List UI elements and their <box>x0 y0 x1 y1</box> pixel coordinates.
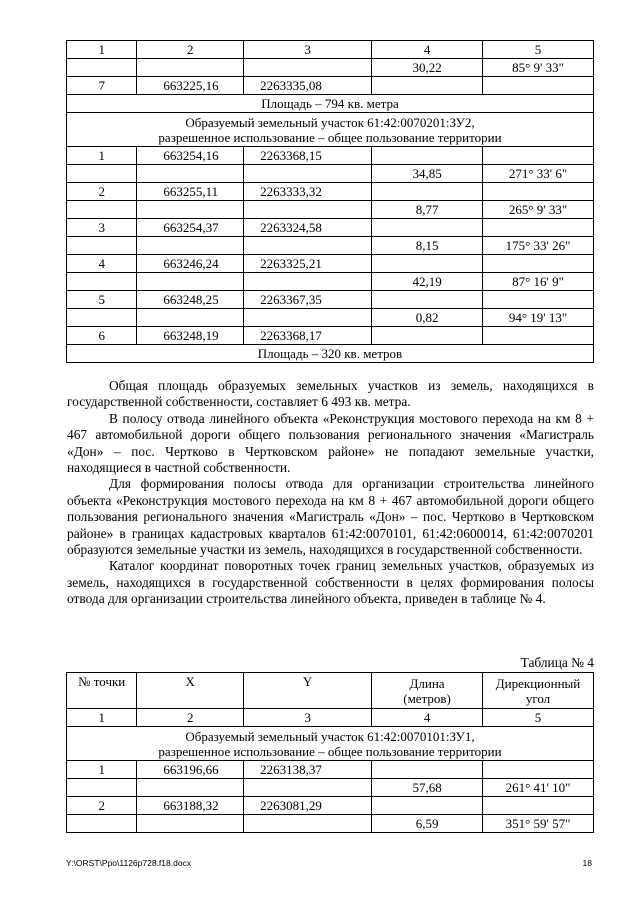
point-x: 663254,37 <box>137 219 244 237</box>
table-cell <box>372 761 483 779</box>
table-cell <box>137 237 244 255</box>
segment-length: 57,68 <box>372 779 483 797</box>
header-x: X <box>137 673 244 709</box>
table-cell <box>483 797 594 815</box>
table-cell <box>67 59 137 77</box>
table-cell <box>137 815 244 833</box>
point-row <box>67 147 594 165</box>
point-row <box>67 219 594 237</box>
point-x: 663254,16 <box>137 147 244 165</box>
table-cell <box>67 273 137 291</box>
table-cell <box>244 59 372 77</box>
plot-title <box>67 727 594 761</box>
plot-title-row <box>67 727 594 761</box>
segment-angle: 94° 19' 13" <box>483 309 594 327</box>
point-number: 2 <box>67 797 137 815</box>
table-cell: 4 <box>372 41 483 59</box>
table-cell <box>137 309 244 327</box>
point-y: 2263325,21 <box>244 255 372 273</box>
table-cell <box>483 327 594 345</box>
table-cell <box>483 147 594 165</box>
table-cell <box>244 237 372 255</box>
segment-angle: 87° 16' 9" <box>483 273 594 291</box>
table-cell: 4 <box>372 709 483 727</box>
segment-angle: 271° 33' 6" <box>483 165 594 183</box>
point-y: 2263368,15 <box>244 147 372 165</box>
paragraph-total-area: Общая площадь образуемых земельных участков из земель, находящихся в государственной собственности, составляет 6 493 кв. метра. <box>67 378 594 410</box>
table-cell <box>67 201 137 219</box>
table-cell <box>244 309 372 327</box>
area-total: Площадь – 320 кв. метров <box>67 345 594 363</box>
page-number: 18 <box>582 858 592 868</box>
point-y: 2263081,29 <box>244 797 372 815</box>
point-number: 6 <box>67 327 137 345</box>
column-number-row <box>67 41 594 59</box>
table-cell <box>244 273 372 291</box>
segment-length: 6,59 <box>372 815 483 833</box>
point-x: 663248,19 <box>137 327 244 345</box>
segment-length: 30,22 <box>372 59 483 77</box>
segment-angle: 175° 33' 26" <box>483 237 594 255</box>
table-cell: 5 <box>483 41 594 59</box>
table-cell <box>137 59 244 77</box>
table-cell: 3 <box>244 41 372 59</box>
point-x: 663196,66 <box>137 761 244 779</box>
table-cell <box>483 183 594 201</box>
segment-row <box>67 237 594 255</box>
point-y: 2263138,37 <box>244 761 372 779</box>
point-row <box>67 761 594 779</box>
table-cell <box>67 237 137 255</box>
table-cell <box>67 165 137 183</box>
segment-length: 8,77 <box>372 201 483 219</box>
plot-title-line-2: разрешенное использование – общее пользование территории <box>158 129 502 145</box>
table-cell <box>244 165 372 183</box>
table-cell <box>244 779 372 797</box>
point-number: 5 <box>67 291 137 309</box>
point-x: 663255,11 <box>137 183 244 201</box>
body-text <box>67 378 594 608</box>
table-cell <box>372 291 483 309</box>
table-cell <box>67 779 137 797</box>
header-point-number: № точки <box>67 673 137 709</box>
segment-angle: 265° 9' 33" <box>483 201 594 219</box>
segment-row <box>67 201 594 219</box>
table-cell <box>372 147 483 165</box>
table-cell <box>244 815 372 833</box>
table-cell <box>137 273 244 291</box>
table-row <box>67 59 594 77</box>
point-number: 1 <box>67 761 137 779</box>
segment-angle: 351° 59' 57" <box>483 815 594 833</box>
table-cell <box>67 309 137 327</box>
point-x: 663225,16 <box>137 77 244 95</box>
table-cell <box>372 219 483 237</box>
point-x: 663188,32 <box>137 797 244 815</box>
column-number-row <box>67 709 594 727</box>
header-angle-line-2: угол <box>525 690 551 706</box>
segment-row <box>67 779 594 797</box>
point-y: 2263324,58 <box>244 219 372 237</box>
point-number: 3 <box>67 219 137 237</box>
paragraph-catalog: Каталог координат поворотных точек границ земельных участков, образуемых из земель, находящихся в государственной собственности в целях формирования полосы отвода для организации строительства линейного объекта, приведен в таблице № 4. <box>67 558 594 607</box>
table-caption: Таблица № 4 <box>520 655 594 670</box>
point-y: 2263333,32 <box>244 183 372 201</box>
table-cell <box>67 815 137 833</box>
point-y: 2263367,35 <box>244 291 372 309</box>
plot-title <box>67 113 594 147</box>
segment-length: 42,19 <box>372 273 483 291</box>
table-cell: 1 <box>67 709 137 727</box>
table-cell <box>137 165 244 183</box>
table-cell <box>372 183 483 201</box>
paragraph-private-land: В полосу отвода линейного объекта «Реконструкция мостового перехода на км 8 + 467 автомобильной дороги общего пользования регионального значения «Магистраль «Дон» – пос. Чертково в Чертковском районе» не попадают земельные участки, находящиеся в частной собственности. <box>67 410 594 476</box>
segment-length: 34,85 <box>372 165 483 183</box>
segment-angle: 261° 41' 10" <box>483 779 594 797</box>
point-number: 1 <box>67 147 137 165</box>
coordinates-table-continued <box>66 40 594 363</box>
area-row <box>67 345 594 363</box>
segment-length: 0,82 <box>372 309 483 327</box>
plot-title-line-1: Образуемый земельный участок 61:42:0070201:ЗУ2, <box>185 114 475 130</box>
table-cell <box>137 201 244 219</box>
segment-length: 8,15 <box>372 237 483 255</box>
table-cell: 2 <box>137 41 244 59</box>
table-cell <box>372 797 483 815</box>
header-length-line-2: (метров) <box>403 690 451 706</box>
point-number: 7 <box>67 77 137 95</box>
point-row <box>67 797 594 815</box>
table-cell <box>244 201 372 219</box>
header-angle-line-1: Дирекционный <box>495 675 581 691</box>
table-cell <box>483 255 594 273</box>
header-length-line-1: Длина <box>409 675 445 691</box>
table-cell <box>372 255 483 273</box>
area-total: Площадь – 794 кв. метра <box>67 95 594 113</box>
table-cell <box>137 779 244 797</box>
point-x: 663246,24 <box>137 255 244 273</box>
table-cell: 5 <box>483 709 594 727</box>
table-cell <box>483 291 594 309</box>
table-cell <box>483 761 594 779</box>
segment-row <box>67 309 594 327</box>
table-row <box>67 77 594 95</box>
plot-title-line-1: Образуемый земельный участок 61:42:0070101:ЗУ1, <box>185 728 475 744</box>
header-length <box>372 673 483 709</box>
area-row <box>67 95 594 113</box>
footer-file-path: Y:\ORST\Ppo\1126p728.f18.docx <box>66 858 192 868</box>
table-cell: 2 <box>137 709 244 727</box>
plot-title-line-2: разрешенное использование – общее пользование территории <box>158 743 502 759</box>
segment-row <box>67 815 594 833</box>
point-number: 2 <box>67 183 137 201</box>
segment-row <box>67 165 594 183</box>
header-angle <box>483 673 594 709</box>
point-number: 4 <box>67 255 137 273</box>
table-cell: 1 <box>67 41 137 59</box>
segment-angle: 85° 9' 33" <box>483 59 594 77</box>
point-row <box>67 255 594 273</box>
header-row <box>67 673 594 709</box>
table-cell <box>483 77 594 95</box>
point-row <box>67 183 594 201</box>
table-cell <box>483 219 594 237</box>
coordinates-table-4 <box>66 672 594 833</box>
point-x: 663248,25 <box>137 291 244 309</box>
paragraph-formation: Для формирования полосы отвода для организации строительства линейного объекта «Реконструкция мостового перехода на км 8 + 467 автомобильной дороги общего пользования регионального значения «Магистраль «Дон» – пос. Чертково в Чертковском районе» в границах кадастровых кварталов 61:42:0070101, 61:42:0600014, 61:42:0070201 образуются земельные участки из земель, находящихся в государственной собственности. <box>67 476 594 558</box>
table-cell <box>372 77 483 95</box>
header-y: Y <box>244 673 372 709</box>
point-row <box>67 291 594 309</box>
table-cell <box>372 327 483 345</box>
point-row <box>67 327 594 345</box>
point-y: 2263335,08 <box>244 77 372 95</box>
plot-title-row <box>67 113 594 147</box>
table-cell: 3 <box>244 709 372 727</box>
segment-row <box>67 273 594 291</box>
point-y: 2263368,17 <box>244 327 372 345</box>
